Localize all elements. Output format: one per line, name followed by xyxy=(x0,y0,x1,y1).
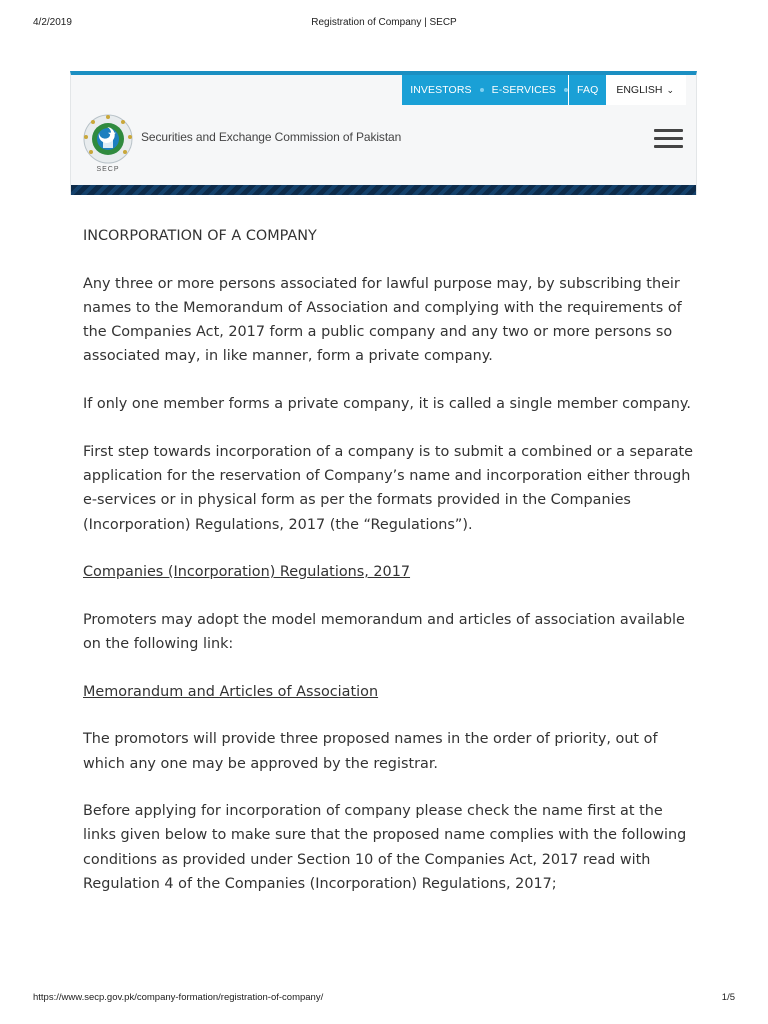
print-url: https://www.secp.gov.pk/company-formation/registration-of-company/ xyxy=(33,992,324,1003)
secp-emblem-icon xyxy=(81,113,135,175)
eservices-link[interactable]: E-SERVICES xyxy=(491,84,557,96)
investors-link[interactable]: INVESTORS xyxy=(410,84,472,96)
article-content xyxy=(83,224,693,920)
chevron-down-icon: ⌄ xyxy=(666,84,674,95)
org-name[interactable]: Securities and Exchange Commission of Pakistan xyxy=(141,130,402,144)
print-date: 4/2/2019 xyxy=(33,17,72,28)
secp-logo[interactable] xyxy=(81,113,135,175)
regulations-link[interactable]: Companies (Incorporation) Regulations, 2017 xyxy=(83,564,411,581)
top-nav xyxy=(402,75,686,105)
menu-bar xyxy=(654,137,683,140)
paragraph: The promotors will provide three proposed names in the order of priority, out of which any one may be approved by the registrar. xyxy=(83,731,658,772)
paragraph: Promoters may adopt the model memorandum and articles of association available on the following link: xyxy=(83,611,685,653)
memorandum-articles-link[interactable]: Memorandum and Articles of Association xyxy=(83,683,379,700)
decorative-band xyxy=(71,185,696,195)
menu-bar xyxy=(654,145,683,148)
page-number: 1/5 xyxy=(721,992,735,1003)
paragraph: If only one member forms a private company, it is called a single member company. xyxy=(83,396,691,413)
paragraph: Before applying for incorporation of company please check the name first at the links given below to make sure that the proposed name complies with the following conditions as provided under Section 10 of the Companies Act, 2017 read with Regulation 4 of the Companies (Incorporation) Regulations, 2017; xyxy=(83,803,687,893)
menu-bar xyxy=(654,129,683,132)
top-nav-links xyxy=(402,75,606,105)
menu-icon[interactable] xyxy=(654,129,683,149)
print-header xyxy=(33,17,735,31)
page-title: INCORPORATION OF A COMPANY xyxy=(83,228,317,244)
moa-link-row xyxy=(83,680,693,704)
faq-link[interactable]: FAQ xyxy=(577,84,599,96)
site-header xyxy=(70,71,697,195)
language-select[interactable] xyxy=(606,75,686,105)
print-footer xyxy=(33,992,735,1006)
paragraph: Any three or more persons associated for lawful purpose may, by subscribing their names to the Memorandum of Association and complying with the requirements of the Companies Act, 2017 form a public company and any two or more persons so associated may, in like manner, form a private company. xyxy=(83,275,682,365)
regulations-link-row xyxy=(83,560,693,584)
paragraph: First step towards incorporation of a company is to submit a combined or a separate application for the reservation of Company’s name and incorporation either through e-services or in physical form as per the formats provided in the Companies (Incorporation) Regulations, 2017 (the “Regulations”). xyxy=(83,443,694,533)
language-label: ENGLISH xyxy=(616,84,663,96)
logo-caption: SECP xyxy=(96,166,120,173)
print-title: Registration of Company | SECP xyxy=(311,17,457,28)
